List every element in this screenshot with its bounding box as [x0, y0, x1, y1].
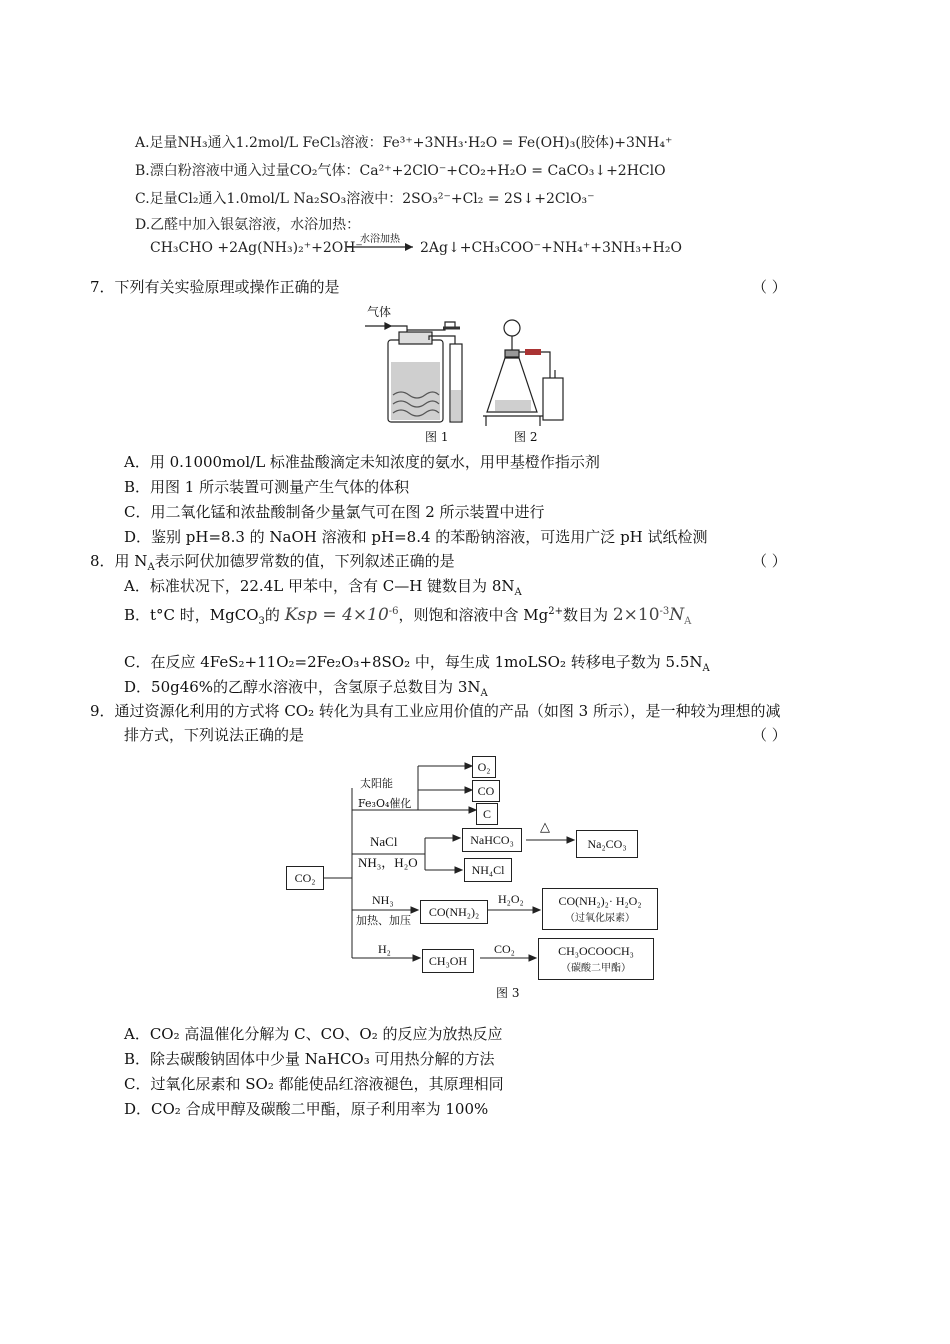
q9-option-b: B．除去碳酸钠固体中少量 NaHCO₃ 可用热分解的方法 [124, 1050, 495, 1068]
q6-equation-condition: 水浴加热 [360, 234, 400, 245]
fig3-urea-box: CO(NH₂)₂ [420, 900, 488, 924]
fig3-c-box: C [476, 803, 498, 825]
q9-option-c: C．过氧化尿素和 SO₂ 都能使品红溶液褪色，其原理相同 [124, 1075, 504, 1093]
fig3-heat-symbol: △ [540, 820, 550, 835]
q8-option-a: A．标准状况下，22.4L 甲苯中，含有 C—H 键数目为 $8N_A$ [124, 577, 522, 598]
figure1-caption: 图 1 [425, 430, 449, 444]
q6-option-c: C.足量Cl₂通入1.0mol/L Na₂SO₃溶液中：2SO₃²⁻+Cl₂ = 2S↓+2ClO₃⁻ [135, 191, 595, 207]
figure3-caption: 图 3 [496, 986, 520, 1000]
fig3-co2-label-b: CO₂ [494, 942, 515, 956]
fig3-heat-pressure-label: 加热、加压 [356, 914, 411, 927]
figure1-gas-label: 气体 [367, 305, 392, 319]
fig3-nh3-label: NH₃ [372, 893, 394, 907]
fig3-dmc-box [538, 938, 654, 980]
q7-figure-apparatus [355, 300, 585, 442]
q8-answer-paren: （ ） [752, 552, 787, 570]
q7-option-c: C．用二氧化锰和浓盐酸制备少量氯气可在图 2 所示装置中进行 [124, 503, 545, 521]
q9-option-a: A．CO₂ 高温催化分解为 C、CO、O₂ 的反应为放热反应 [124, 1025, 503, 1043]
q8-stem: 8．用 $N_A$表示阿伏加德罗常数的值，下列叙述正确的是 [90, 552, 455, 573]
q7-option-d: D．鉴别 pH=8.3 的 NaOH 溶液和 pH=8.4 的苯酚钠溶液，可选用广泛 pH 试纸检测 [124, 528, 708, 546]
fig3-co-box: CO [472, 780, 500, 802]
figure1-gas-bottle [365, 322, 462, 422]
fig3-nh4cl-box: NH₄Cl [464, 858, 512, 882]
q6-option-b: B.漂白粉溶液中通入过量CO₂气体：Ca²⁺+2ClO⁻+CO₂+H₂O = CaCO₃↓+2HClO [135, 163, 666, 179]
q7-answer-paren: （ ） [752, 278, 787, 296]
q7-stem: 7．下列有关实验原理或操作正确的是 [90, 278, 340, 296]
q8-option-b: B．t°C 时，MgCO$_3$的 Ksp = $4\times 10^{-6}$，则饱和溶液中含 $Mg^{2+}$数目为 $2\times 10^{-3}N_A$ [124, 605, 692, 627]
q6-option-a: A.足量NH₃通入1.2mol/L FeCl₃溶液：Fe³⁺+3NH₃·H₂O = Fe(OH)₃(胶体)+3NH₄⁺ [135, 135, 673, 151]
q9-answer-paren: （ ） [752, 726, 787, 744]
figure2-flask [483, 320, 563, 426]
q9-stem-line2: 排方式，下列说法正确的是 [124, 726, 305, 744]
q8-option-c: C．在反应 4FeS₂+11O₂=2Fe₂O₃+8SO₂ 中，每生成 1moLSO₂ 转移电子数为 $5.5N_A$ [124, 653, 710, 674]
fig3-nacl-label: NaCl [370, 834, 398, 849]
fig3-urea-peroxide-formula: CO(NH₂)₂· H₂O₂ [558, 894, 642, 908]
fig3-urea-peroxide-box [542, 888, 658, 930]
q9-option-d: D．CO₂ 合成甲醇及碳酸二甲酯，原子利用率为 100% [124, 1100, 489, 1118]
fig3-co2-box: CO₂ [286, 866, 324, 890]
fig3-h2o2-label: H₂O₂ [498, 892, 524, 906]
q6-option-d: D.乙醛中加入银氨溶液，水浴加热： [135, 217, 361, 233]
q6-option-d-equation-right: 2Ag↓+CH₃COO⁻+NH₄⁺+3NH₃+H₂O [420, 240, 682, 256]
fig3-h2-label: H₂ [378, 942, 391, 956]
fig3-o2-box: O₂ [472, 756, 496, 778]
fig3-dmc-formula: CH₃OCOOCH₃ [558, 944, 634, 958]
fig3-solar-label: 太阳能 [360, 777, 393, 790]
q9-stem-line1: 9．通过资源化利用的方式将 CO₂ 转化为具有工业应用价值的产品（如图 3 所示），是一种较为理想的减 [90, 702, 781, 720]
fig3-dmc-name: （碳酸二甲酯） [561, 963, 631, 974]
fig3-urea-peroxide-name: （过氧化尿素） [565, 913, 635, 924]
fig3-na2co3-box: Na₂CO₃ [576, 830, 638, 858]
figure2-caption: 图 2 [514, 430, 538, 444]
fig3-nahco3-box: NaHCO₃ [462, 828, 522, 852]
fig3-nh3-h2o-label: NH₃，H₂O [358, 855, 418, 870]
fig3-catalyst-label: Fe₃O₄催化 [358, 797, 412, 810]
q6-equation-arrow [345, 241, 417, 253]
q7-option-a: A．用 0.1000mol/L 标准盐酸滴定未知浓度的氨水，用甲基橙作指示剂 [124, 453, 600, 471]
q8-option-d: D．50g46%的乙醇水溶液中，含氢原子总数目为 $3N_A$ [124, 678, 488, 699]
q7-option-b: B．用图 1 所示装置可测量产生气体的体积 [124, 478, 410, 496]
fig3-ch3oh-box: CH₃OH [422, 949, 474, 973]
q6-option-d-equation-left: CH₃CHO +2Ag(NH₃)₂⁺+2OH⁻ [150, 240, 363, 256]
